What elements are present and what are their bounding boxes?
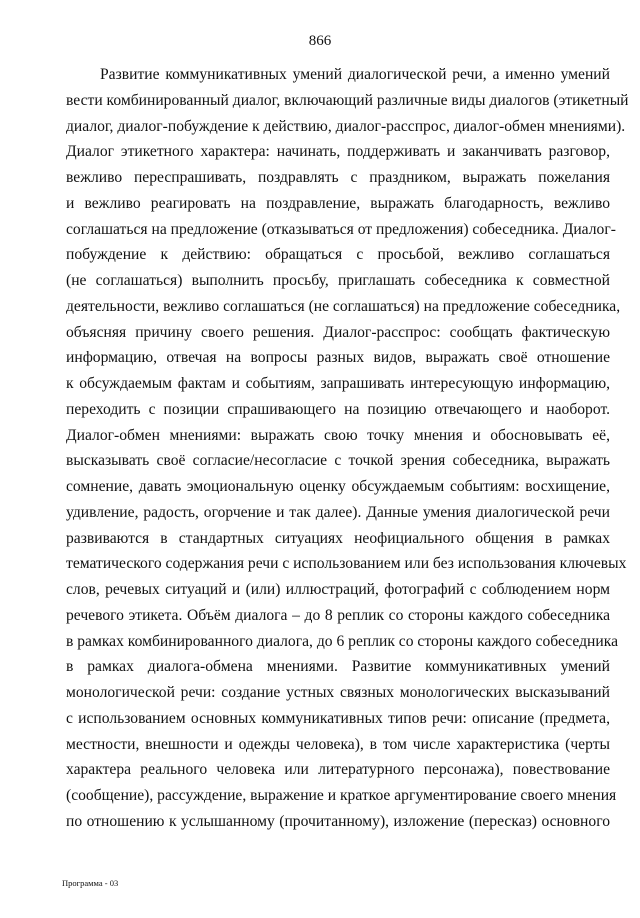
text-line: информацию, отвечая на вопросы разных видов, выражать своё отношение: [66, 349, 610, 367]
text-line: характера реального человека или литературного персонажа), повествование: [66, 761, 610, 779]
text-line: тематического содержания речи с использованием или без использования ключевых: [66, 555, 627, 573]
text-line: по отношению к услышанному (прочитанному), изложение (пересказ) основного: [66, 812, 610, 830]
text-line: в рамках диалога-обмена мнениями. Развитие коммуникативных умений: [66, 658, 610, 676]
text-line: Диалог этикетного характера: начинать, поддерживать и заканчивать разговор,: [66, 143, 610, 161]
text-line: удивление, радость, огорчение и так далее). Данные умения диалогической речи: [66, 503, 610, 521]
text-line: слов, речевых ситуаций и (или) иллюстраций, фотографий с соблюдением норм: [66, 581, 610, 598]
text-line: переходить с позиции спрашивающего на позицию отвечающего и наоборот.: [66, 400, 610, 418]
text-line: диалог, диалог-побуждение к действию, диалог-расспрос, диалог-обмен мнениями).: [66, 117, 626, 135]
text-line: Диалог-обмен мнениями: выражать свою точку мнения и обосновывать её,: [66, 426, 610, 444]
body-paragraph: [66, 62, 629, 835]
text-line: и вежливо реагировать на поздравление, выражать благодарность, вежливо: [66, 194, 610, 212]
text-line: деятельности, вежливо соглашаться (не соглашаться) на предложение собеседника,: [66, 297, 621, 315]
text-line: объясняя причину своего решения. Диалог-расспрос: сообщать фактическую: [66, 323, 610, 341]
text-line: соглашаться на предложение (отказываться от предложения) собеседника. Диалог-: [66, 220, 616, 238]
text-line: вести комбинированный диалог, включающий различные виды диалогов (этикетный: [66, 91, 629, 109]
text-line: (сообщение), рассуждение, выражение и краткое аргументирование своего мнения: [66, 787, 617, 804]
text-line: местности, внешности и одежды человека), в том числе характеристика (черты: [66, 735, 610, 753]
page-number: 866: [308, 33, 332, 49]
text-line: монологической речи: создание устных связных монологических высказываний: [66, 684, 610, 701]
text-line: (не соглашаться) выполнить просьбу, приглашать собеседника к совместной: [66, 272, 610, 289]
text-line: сомнение, давать эмоциональную оценку обсуждаемым событиям: восхищение,: [66, 478, 610, 495]
text-line: высказывать своё согласие/несогласие с точкой зрения собеседника, выражать: [66, 452, 610, 470]
text-line: побуждение к действию: обращаться с просьбой, вежливо соглашаться: [66, 246, 610, 264]
text-line: к обсуждаемым фактам и событиям, запрашивать интересующую информацию,: [66, 375, 610, 392]
text-line: Развитие коммуникативных умений диалогической речи, а именно умений: [100, 66, 610, 83]
text-line: развиваются в стандартных ситуациях неофициального общения в рамках: [66, 529, 610, 547]
text-line: в рамках комбинированного диалога, до 6 реплик со стороны каждого собеседника: [66, 632, 619, 650]
footer-label: Программа - 03: [62, 878, 119, 888]
text-line: речевого этикета. Объём диалога – до 8 реплик со стороны каждого собеседника: [66, 606, 610, 624]
text-line: вежливо переспрашивать, поздравлять с праздником, выражать пожелания: [66, 169, 610, 186]
text-line: с использованием основных коммуникативных типов речи: описание (предмета,: [66, 709, 610, 727]
